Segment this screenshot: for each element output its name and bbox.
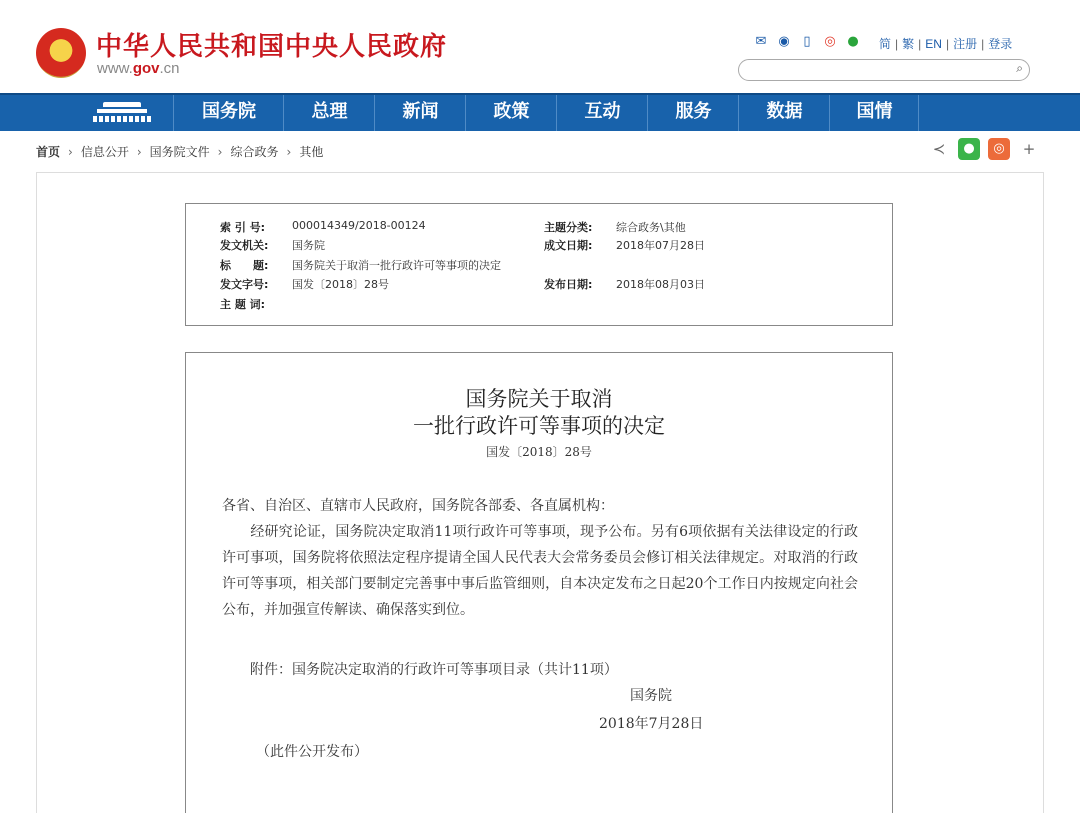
nav-item-interaction[interactable]: 互动	[556, 95, 648, 131]
chevron-right-icon: ›	[68, 145, 73, 159]
document-title-line1: 国务院关于取消	[465, 387, 613, 411]
top-links: 简 | 繁 | EN | 注册 | 登录	[879, 37, 1013, 51]
document-title-line2: 一批行政许可等事项的决定	[413, 414, 665, 438]
weibo-share-icon[interactable]: ◎	[988, 138, 1010, 160]
site-header	[0, 0, 1080, 93]
meta-issuer-value: 国务院	[292, 239, 325, 252]
share-bar	[928, 138, 1040, 160]
nav-item-state-council[interactable]: 国务院	[173, 95, 284, 131]
document-sign-date: 2018年7月28日	[599, 716, 704, 732]
wechat-share-icon[interactable]: ●	[958, 138, 980, 160]
breadcrumb-general-affairs[interactable]: 综合政务	[230, 145, 279, 159]
link-english[interactable]: EN	[925, 37, 942, 51]
nav-item-news[interactable]: 新闻	[374, 95, 466, 131]
link-simplified[interactable]: 简	[879, 37, 892, 51]
gate-logo-icon[interactable]	[93, 102, 151, 124]
document-body	[185, 352, 893, 813]
nav-item-premier[interactable]: 总理	[283, 95, 375, 131]
meta-date-label: 成文日期:	[544, 239, 593, 252]
meta-keywords-label: 主 题 词:	[220, 298, 266, 311]
breadcrumb-other[interactable]: 其他	[299, 145, 324, 159]
link-register[interactable]: 注册	[953, 37, 978, 51]
document-paragraph: 经研究论证，国务院决定取消11项行政许可等事项，现予公布。另有6项依据有关法律设定的行政许可事项，国务院将依照法定程序提请全国人民代表大会常务委员会修订相关法律规定。对取消的行政许可等事项，相关部门要制定完善事中事后监管细则，自本决定发布之日起20个工作日内按规定向社会公布，并加强宣传解读、确保落实到位。	[222, 524, 858, 618]
meta-title-label: 标 题:	[220, 259, 269, 272]
breadcrumb-home[interactable]: 首页	[36, 145, 61, 159]
phone-icon[interactable]: ▯	[803, 34, 811, 49]
document-salutation: 各省、自治区、直辖市人民政府，国务院各部委、各直属机构：	[222, 498, 614, 514]
nav-divider	[918, 95, 919, 131]
search-icon[interactable]: ⌕	[1016, 61, 1023, 75]
meta-title-value: 国务院关于取消一批行政许可等事项的决定	[292, 259, 501, 272]
link-traditional[interactable]: 繁	[902, 37, 915, 51]
national-emblem-icon[interactable]: ★	[36, 28, 86, 78]
document-note: （此件公开发布）	[256, 744, 368, 760]
nav-item-service[interactable]: 服务	[647, 95, 739, 131]
site-url[interactable]: www.gov.cn	[97, 60, 180, 77]
document-number: 国发〔2018〕28号	[486, 445, 592, 459]
meta-index-value: 000014349/2018-00124	[292, 219, 426, 232]
chevron-right-icon: ›	[136, 145, 142, 159]
nav-item-data[interactable]: 数据	[738, 95, 830, 131]
meta-issuer-label: 发文机关:	[220, 239, 269, 252]
document-meta-box	[185, 203, 893, 326]
meta-docno-label: 发文字号:	[220, 278, 269, 291]
document-signer: 国务院	[630, 688, 672, 704]
link-login[interactable]: 登录	[988, 37, 1013, 51]
meta-index-label: 索 引 号:	[220, 221, 266, 234]
nav-item-policy[interactable]: 政策	[465, 95, 557, 131]
search-input[interactable]	[738, 59, 1030, 81]
top-icon-bar	[752, 33, 862, 51]
meta-docno-value: 国发〔2018〕28号	[292, 278, 389, 291]
share-icon[interactable]: ≺	[932, 140, 946, 158]
chevron-right-icon: ›	[217, 145, 223, 159]
nav-item-national-info[interactable]: 国情	[829, 95, 919, 131]
breadcrumb-state-council-docs[interactable]: 国务院文件	[149, 145, 210, 159]
meta-publish-value: 2018年08月03日	[616, 278, 705, 291]
breadcrumb	[36, 143, 323, 160]
mail-icon[interactable]: ✉	[755, 34, 767, 49]
meta-category-value: 综合政务\其他	[616, 221, 686, 234]
breadcrumb-info-public[interactable]: 信息公开	[80, 145, 129, 159]
meta-date-value: 2018年07月28日	[616, 239, 705, 252]
chevron-right-icon: ›	[286, 145, 292, 159]
main-nav	[0, 93, 1080, 131]
meta-publish-label: 发布日期:	[544, 278, 593, 291]
weibo-icon[interactable]: ◎	[824, 34, 836, 49]
more-icon[interactable]: +	[1022, 140, 1036, 158]
info-icon[interactable]: ◉	[778, 34, 790, 49]
site-title[interactable]: 中华人民共和国中央人民政府	[96, 32, 448, 62]
wechat-icon[interactable]: ●	[847, 34, 859, 49]
document-attachment: 附件：国务院决定取消的行政许可等事项目录（共计11项）	[222, 662, 618, 678]
meta-category-label: 主题分类:	[544, 221, 593, 234]
